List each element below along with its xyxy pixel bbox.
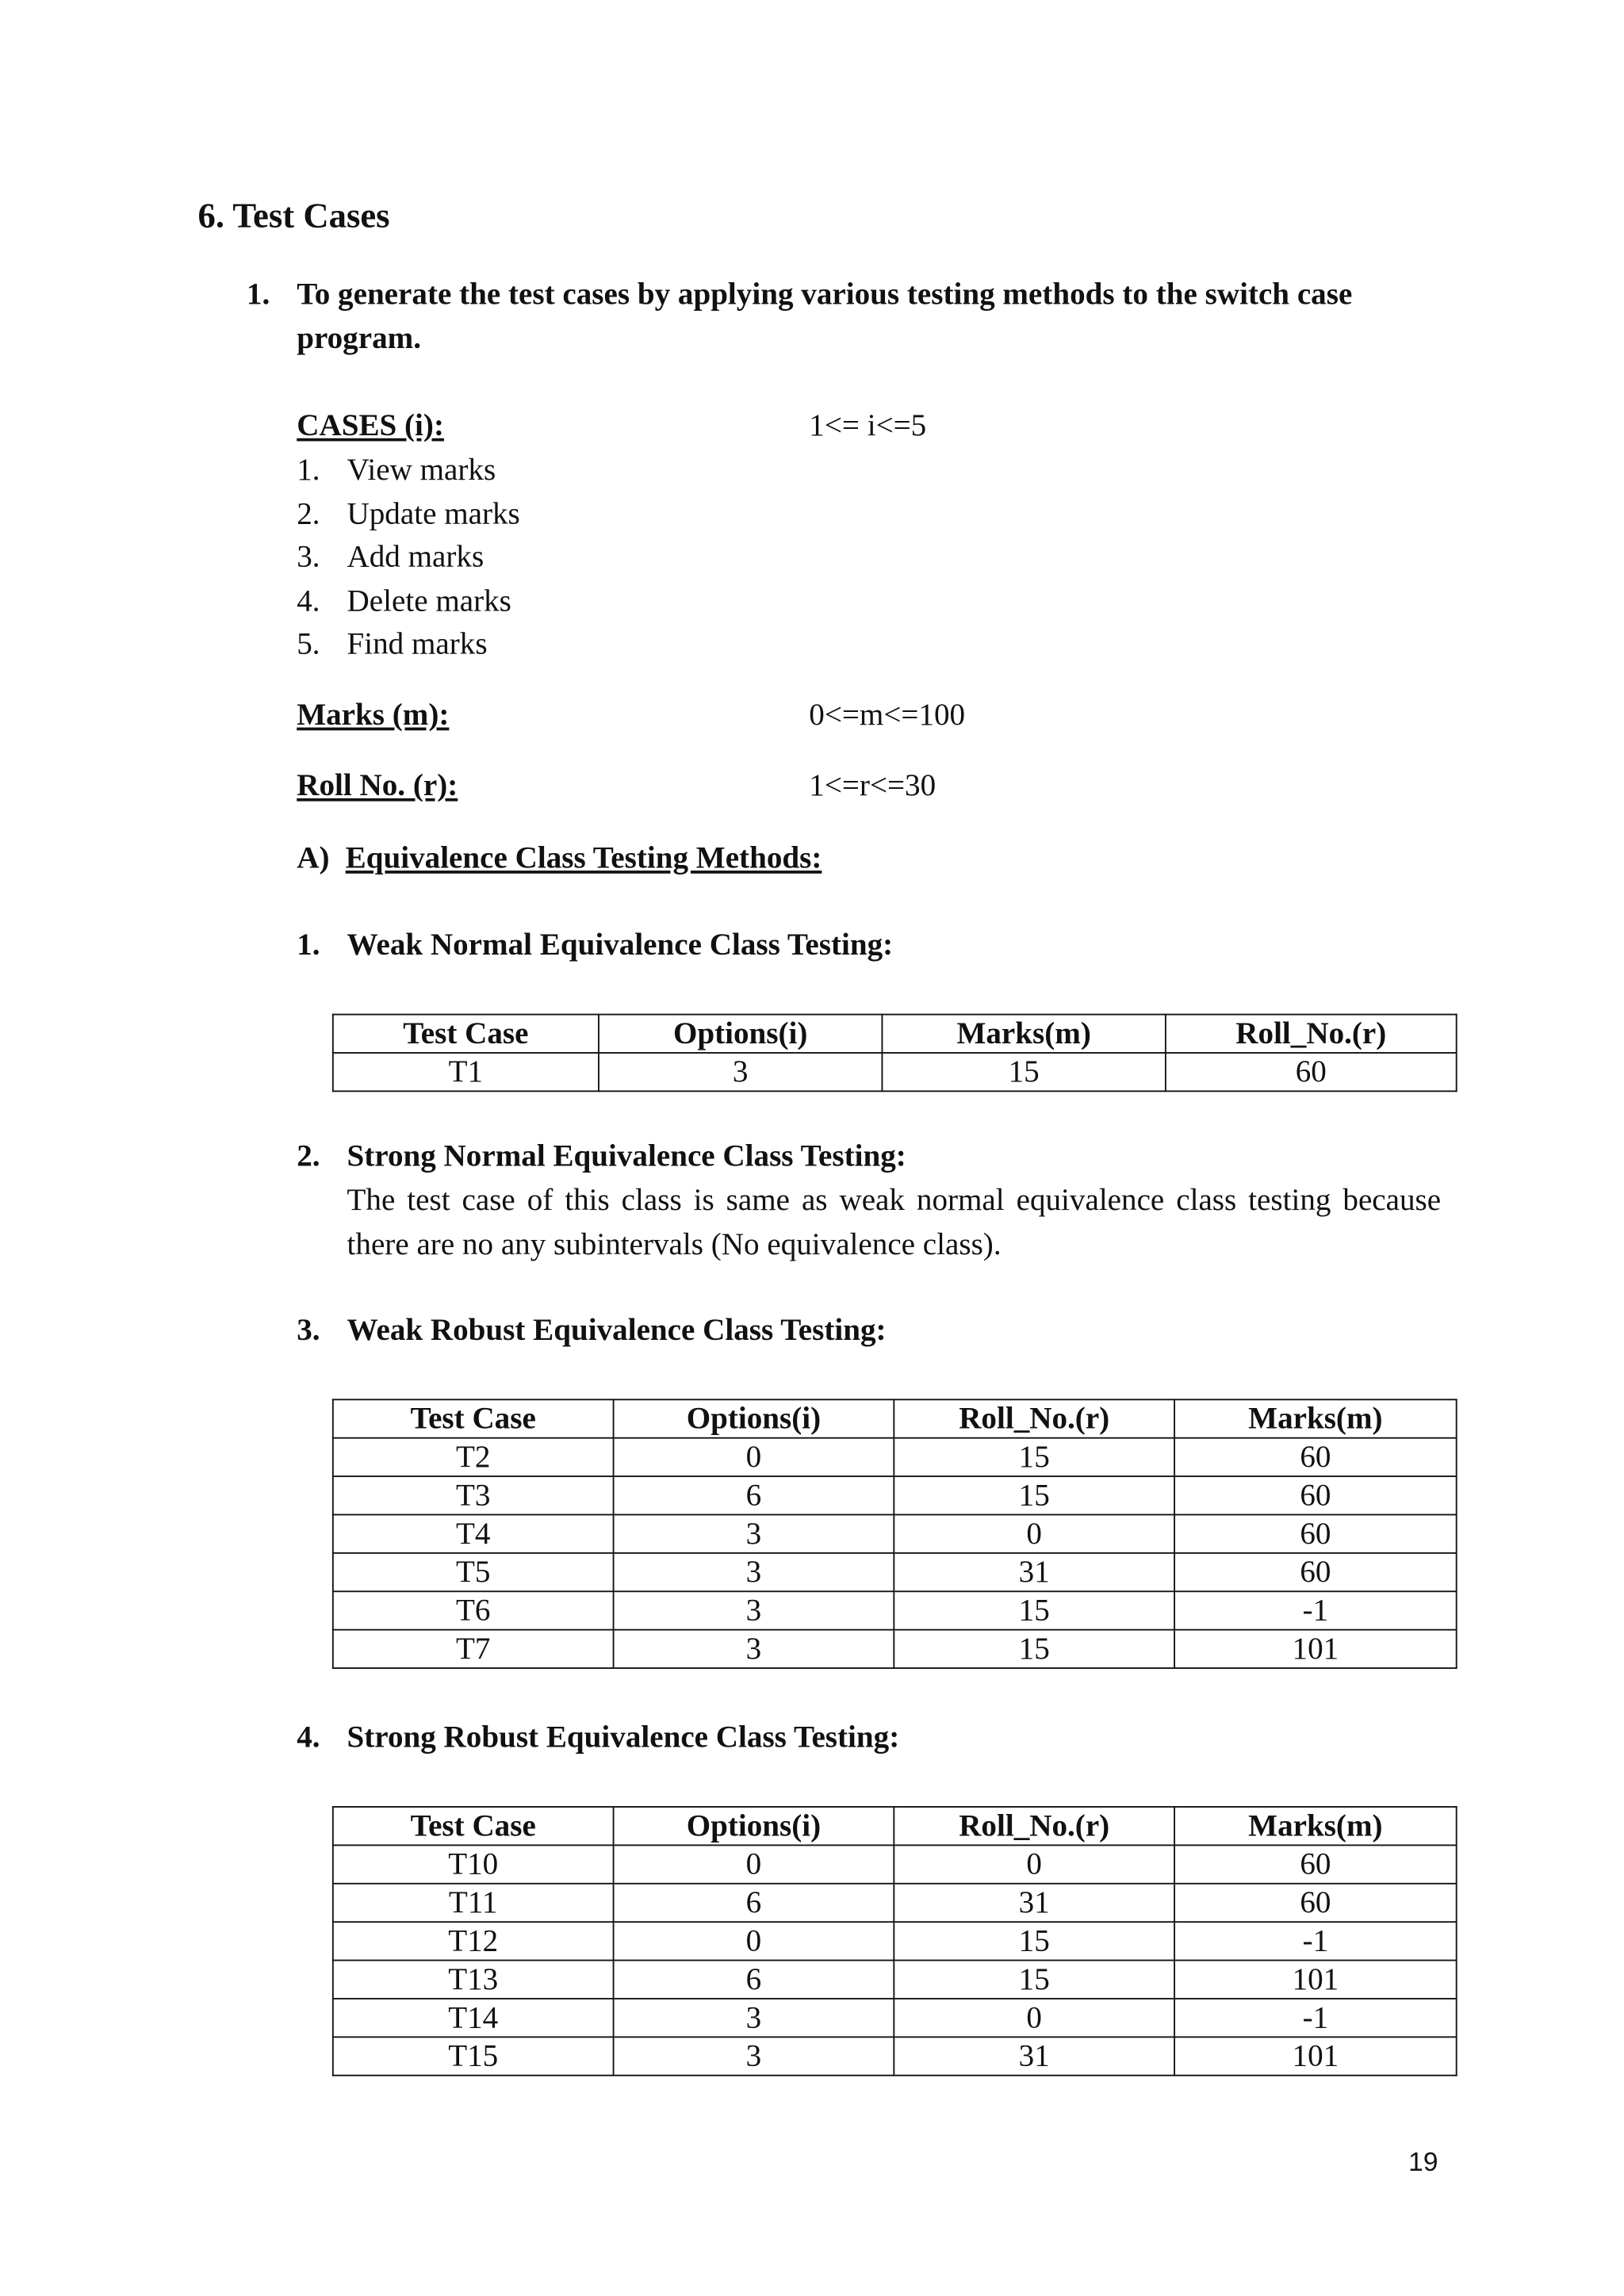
table-cell: T2 (333, 1438, 614, 1476)
roll-label: Roll No. (r): (297, 767, 458, 803)
column-header: Options(i) (599, 1015, 882, 1053)
case-item-number: 5. (297, 626, 320, 661)
table-row (333, 1922, 1457, 1960)
table-cell: 0 (614, 1845, 894, 1883)
table-cell: 101 (1174, 1630, 1457, 1668)
table-cell: 3 (599, 1053, 882, 1091)
table-cell: T14 (333, 1999, 614, 2037)
strong-robust-table (332, 1806, 1457, 2076)
table-cell: T6 (333, 1591, 614, 1629)
column-header: Marks(m) (882, 1015, 1165, 1053)
subsection-number: 1. (297, 926, 320, 962)
table-header-row (333, 1807, 1457, 1845)
table-row (333, 1053, 1457, 1091)
table-cell: 0 (894, 1845, 1174, 1883)
roll-range: 1<=r<=30 (809, 767, 936, 803)
table-cell: 101 (1174, 1961, 1457, 1999)
section-title: 6. Test Cases (197, 197, 390, 236)
table-cell: 0 (894, 1999, 1174, 2037)
table-cell: 15 (894, 1961, 1174, 1999)
table-cell: -1 (1174, 1591, 1457, 1629)
column-header: Roll_No.(r) (1166, 1015, 1457, 1053)
table-cell: T1 (333, 1053, 599, 1091)
table-cell: 6 (614, 1476, 894, 1514)
case-item-add-marks: Add marks (347, 538, 485, 574)
table-cell: T12 (333, 1922, 614, 1960)
case-item-number: 4. (297, 583, 320, 618)
table-cell: 0 (614, 1922, 894, 1960)
table-cell: T5 (333, 1553, 614, 1591)
table-cell: 3 (614, 1630, 894, 1668)
table-cell: 6 (614, 1884, 894, 1922)
table-row (333, 1845, 1457, 1883)
column-header: Roll_No.(r) (894, 1807, 1174, 1845)
case-item-delete-marks: Delete marks (347, 583, 511, 618)
table-cell: 60 (1174, 1476, 1457, 1514)
table-cell: 6 (614, 1961, 894, 1999)
objective-line-1: To generate the test cases by applying various testing methods to the switch case (297, 276, 1353, 312)
case-item-number: 1. (297, 451, 320, 488)
case-item-number: 2. (297, 496, 320, 532)
cases-range: 1<= i<=5 (809, 407, 927, 443)
table-cell: 3 (614, 1553, 894, 1591)
table-row (333, 1438, 1457, 1476)
table-cell: T3 (333, 1476, 614, 1514)
column-header: Test Case (333, 1807, 614, 1845)
page-number: 19 (1408, 2147, 1438, 2177)
table-cell: T13 (333, 1961, 614, 1999)
table-header-row (333, 1399, 1457, 1437)
table-row (333, 1884, 1457, 1922)
marks-label: Marks (m): (297, 696, 450, 733)
table-cell: T11 (333, 1884, 614, 1922)
table-cell: 60 (1166, 1053, 1457, 1091)
table-cell: 0 (614, 1438, 894, 1476)
strong-normal-description: The test case of this class is same as weak normal equivalence class testing because there are no any subintervals (No equivalence class). (347, 1181, 1442, 1262)
column-header: Options(i) (614, 1807, 894, 1845)
column-header: Marks(m) (1174, 1399, 1457, 1437)
table-cell: T7 (333, 1630, 614, 1668)
case-item-find-marks: Find marks (347, 626, 488, 661)
table-cell: 15 (894, 1438, 1174, 1476)
table-cell: 15 (882, 1053, 1165, 1091)
table-cell: 60 (1174, 1884, 1457, 1922)
table-cell: T10 (333, 1845, 614, 1883)
table-cell: 60 (1174, 1845, 1457, 1883)
table-cell: 60 (1174, 1515, 1457, 1553)
column-header: Test Case (333, 1399, 614, 1437)
table-row (333, 1999, 1457, 2037)
subsection-number: 2. (297, 1137, 320, 1173)
table-cell: 3 (614, 1999, 894, 2037)
subsection-title-strong-normal: Strong Normal Equivalence Class Testing: (347, 1137, 906, 1173)
table-cell: 60 (1174, 1438, 1457, 1476)
method-prefix: A) (297, 840, 330, 875)
subsection-title-weak-normal: Weak Normal Equivalence Class Testing: (347, 926, 894, 962)
table-cell: T4 (333, 1515, 614, 1553)
table-cell: 60 (1174, 1553, 1457, 1591)
method-heading: Equivalence Class Testing Methods: (345, 840, 822, 875)
case-item-view-marks: View marks (347, 451, 496, 488)
table-row (333, 1553, 1457, 1591)
table-row (333, 1961, 1457, 1999)
table-cell: 3 (614, 1591, 894, 1629)
table-cell: 3 (614, 1515, 894, 1553)
table-cell: -1 (1174, 1922, 1457, 1960)
weak-robust-table (332, 1399, 1457, 1669)
case-item-number: 3. (297, 538, 320, 574)
table-cell: 31 (894, 1553, 1174, 1591)
table-row (333, 1515, 1457, 1553)
objective-line-2: program. (297, 320, 421, 356)
table-row (333, 2037, 1457, 2075)
subsection-title-strong-robust: Strong Robust Equivalence Class Testing: (347, 1719, 900, 1755)
table-cell: 3 (614, 2037, 894, 2075)
table-cell: T15 (333, 2037, 614, 2075)
marks-range: 0<=m<=100 (809, 696, 966, 733)
subsection-title-weak-robust: Weak Robust Equivalence Class Testing: (347, 1311, 887, 1348)
table-cell: 0 (894, 1515, 1174, 1553)
table-header-row (333, 1015, 1457, 1053)
table-cell: 31 (894, 2037, 1174, 2075)
subsection-number: 4. (297, 1719, 320, 1755)
table-cell: -1 (1174, 1999, 1457, 2037)
table-cell: 15 (894, 1591, 1174, 1629)
cases-label: CASES (i): (297, 407, 444, 443)
table-row (333, 1591, 1457, 1629)
case-item-update-marks: Update marks (347, 496, 520, 532)
table-cell: 101 (1174, 2037, 1457, 2075)
table-cell: 15 (894, 1476, 1174, 1514)
column-header: Test Case (333, 1015, 599, 1053)
table-cell: 31 (894, 1884, 1174, 1922)
table-row (333, 1476, 1457, 1514)
column-header: Roll_No.(r) (894, 1399, 1174, 1437)
weak-normal-table (332, 1014, 1457, 1093)
table-row (333, 1630, 1457, 1668)
subsection-number: 3. (297, 1311, 320, 1348)
table-cell: 15 (894, 1630, 1174, 1668)
objective-number: 1. (246, 276, 270, 312)
column-header: Options(i) (614, 1399, 894, 1437)
table-cell: 15 (894, 1922, 1174, 1960)
column-header: Marks(m) (1174, 1807, 1457, 1845)
